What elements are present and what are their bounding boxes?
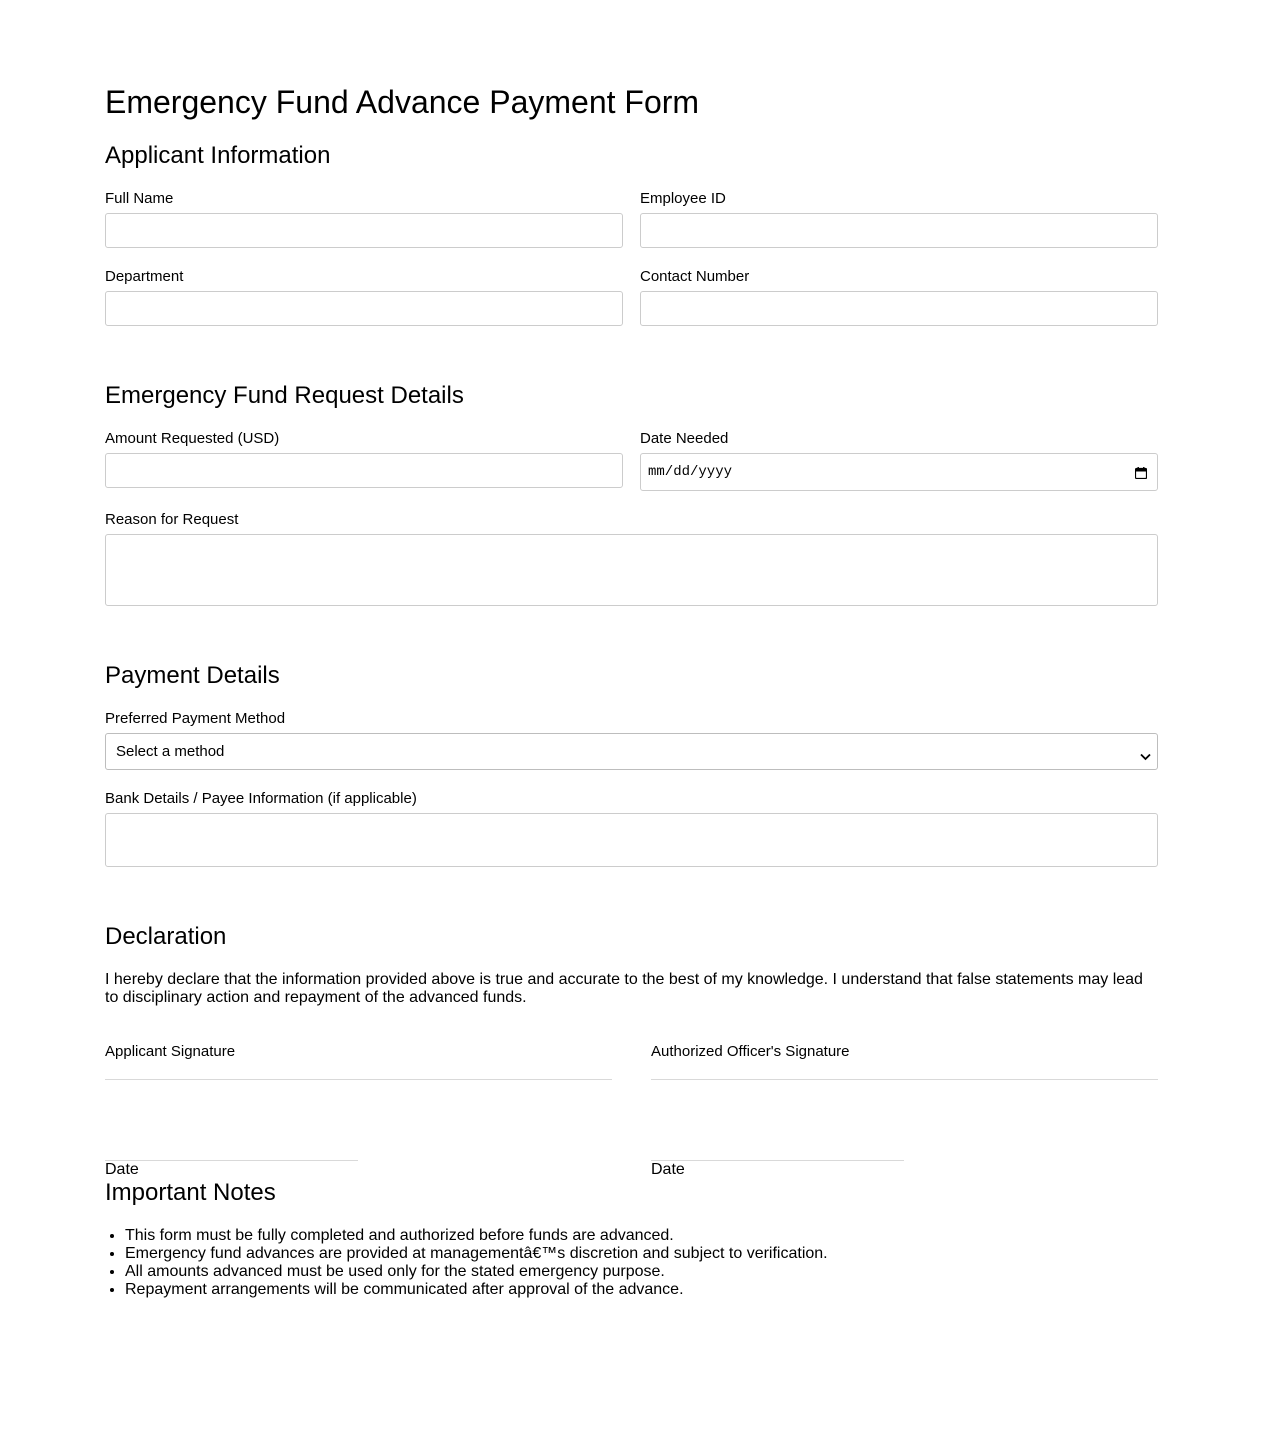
list-item: • Emergency fund advances are provided at managementâ€™s discretion and subject to verification. xyxy=(125,1245,828,1263)
full-name-label: Full Name xyxy=(105,190,174,207)
applicant-date-label: Date xyxy=(105,1161,139,1178)
list-item: • This form must be fully completed and authorized before funds are advanced. xyxy=(125,1227,828,1245)
date-needed-input[interactable] xyxy=(640,453,1158,491)
employee-id-label: Employee ID xyxy=(640,190,726,207)
bank-details-label: Bank Details / Payee Information (if applicable) xyxy=(105,790,417,807)
reason-textarea[interactable] xyxy=(105,534,1158,606)
section-heading-payment: Payment Details xyxy=(105,662,280,689)
calendar-icon[interactable] xyxy=(1135,466,1147,478)
contact-number-label: Contact Number xyxy=(640,268,750,285)
declaration-text: I hereby declare that the information provided above is true and accurate to the best of my knowledge. I understand that false statements may lead to disciplinary action and repayment of the advanced funds. xyxy=(105,971,1143,1006)
department-label: Department xyxy=(105,268,184,285)
full-name-input[interactable] xyxy=(105,213,623,248)
applicant-signature-label: Applicant Signature xyxy=(105,1043,236,1060)
employee-id-input[interactable] xyxy=(640,213,1158,248)
payment-method-select[interactable] xyxy=(105,733,1158,770)
section-heading-applicant: Applicant Information xyxy=(105,142,331,169)
chevron-down-icon xyxy=(1140,748,1151,756)
list-item: • Repayment arrangements will be communicated after approval of the advance. xyxy=(125,1281,828,1299)
contact-number-input[interactable] xyxy=(640,291,1158,326)
date-placeholder: mm/dd/yyyy xyxy=(648,464,733,480)
payment-method-selected: Select a method xyxy=(116,743,225,760)
applicant-date-line[interactable] xyxy=(105,1160,358,1161)
list-item: • All amounts advanced must be used only for the stated emergency purpose. xyxy=(125,1263,828,1281)
officer-date-label: Date xyxy=(651,1161,685,1178)
date-needed-label: Date Needed xyxy=(640,430,729,447)
amount-requested-input[interactable] xyxy=(105,453,623,488)
officer-signature-line[interactable] xyxy=(651,1079,1158,1080)
officer-date-line[interactable] xyxy=(651,1160,904,1161)
page-title: Emergency Fund Advance Payment Form xyxy=(105,84,700,120)
bank-details-textarea[interactable] xyxy=(105,813,1158,867)
payment-method-label: Preferred Payment Method xyxy=(105,710,286,727)
department-input[interactable] xyxy=(105,291,623,326)
section-heading-notes: Important Notes xyxy=(105,1179,276,1206)
section-heading-request: Emergency Fund Request Details xyxy=(105,382,464,409)
notes-list xyxy=(105,1227,828,1299)
reason-label: Reason for Request xyxy=(105,511,239,528)
applicant-signature-line[interactable] xyxy=(105,1079,612,1080)
amount-requested-label: Amount Requested (USD) xyxy=(105,430,280,447)
section-heading-declaration: Declaration xyxy=(105,923,227,950)
officer-signature-label: Authorized Officer's Signature xyxy=(651,1043,850,1060)
